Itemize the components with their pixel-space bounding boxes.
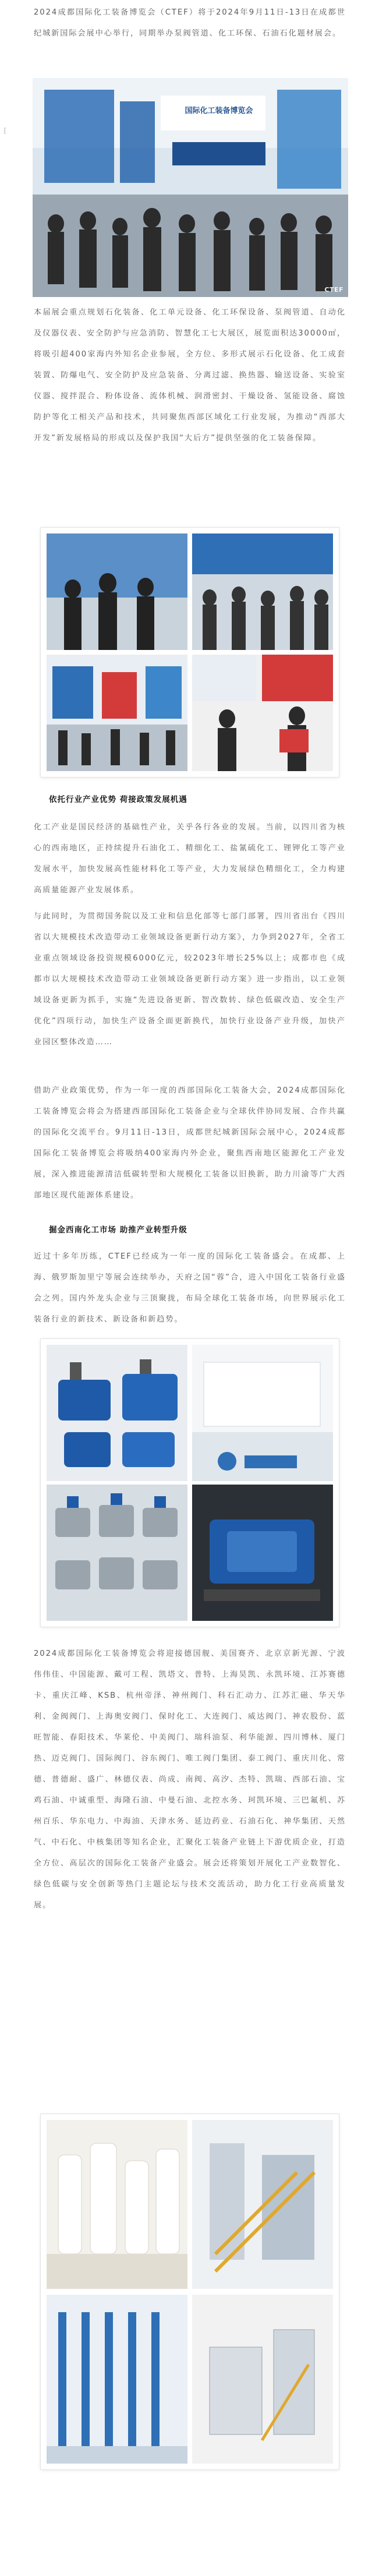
exhibitors-paragraph: 2024成都国际化工装备博览会将迎接德国舰、美国赛齐、北京京新光源、宁波伟伟佳、中国能源、戴可工程、凯塔文、普特、上海昊凯、永凯环境、江苏赛德卡、重庆江峰、KSB、杭州帝泽、神州阀门、科石汇动力、江苏汇磁、华天华利、金阀阀门、上海奥安阀门、保时化工、大连阀门、威达阀门、神农股份、蓝旺智能、春阳技术、华莱伦、中美阀门、瑞科油泵、利华能源、四川博林、厦门热、迈克阀门、国际阀门、谷东阀门、唯工阀门集团、泰工阀门、重庆川化、常德、普德耐、盛广、林德仪表、尚成、南阀、高汐、杰特、凯瑞、西部石油、宝鸡石油、中诚重型、海隆石油、中曼石油、北控水务、珂凯环境、三巴氟机、苏州百乐、华东电力、中海油、天津水务、延边药业、石油石化、神华集团、天然气、中石化、中核集团等知名企业，汇聚化工装备产业链上下游优质企业，打造全方位、高层次的国际化工装备产业盛会。展会还将策划开展化工产业数智化、绿色低碳与安全创新等热门主题论坛与技术交流活动，助力化工行业高质量发展。 [34, 1649, 346, 1910]
exhibition-scope-paragraph: 本届展会重点规划石化装备、化工单元设备、化工环保设备、泵阀管道、自动化及仪器仪表、安全防护与应急消防、智慧化工七大展区，展览面积达30000㎡，将吸引超400家海内外知名企业参展，全方位、多形式展示石化设备、化工成套装置、防爆电气、安全防护及应急装备、分离过滤、换热器、输送设备、实验室仪器、搅拌混合、粉体设备、流体机械、润滑密封、干燥设备、氢能设备、腐蚀防护等化工相关产品和技术，共同聚焦西部区域化工行业发展，为推动“西部大开发”新发展格局的形成以及保护我国“大后方”提供坚强的化工装备保障。 [34, 308, 346, 443]
photo-panel-1 [41, 528, 339, 777]
panel2-compressor-photo [192, 1485, 333, 1621]
panel2-vacuum-pumps-photo [47, 1345, 187, 1481]
panel1-booth-photo [192, 655, 333, 771]
machinery-illustration [192, 2295, 333, 2464]
panel3-stairs-photo [192, 2120, 333, 2289]
edge-bracket-mark: ⟦ [3, 127, 7, 135]
hall-illustration [47, 655, 187, 771]
compressor-illustration [192, 1485, 333, 1621]
intro-paragraph: 2024成都国际化工装备博览会（CTEF）将于2024年9月11日-13日在成都世纪城新国际会展中心举行，同期举办泵阀管道、化工环保、石油石化题材展会。 [34, 8, 346, 38]
market-paragraph: 近过十多年历练，CTEF已经成为一年一度的国际化工装备盛会。在成都、上海、俄罗斯加里宁等展会连续举办，天府之国“蓉”合，进入中国化工装备行业盛会之列。国内外龙头企业与三顶聚拢，布局全球化工装备市场，向世界展示化工装备行业的新技术、新设备和新趋势。 [34, 1252, 346, 1324]
stairs-illustration [192, 2120, 333, 2289]
panel1-visitors-photo [47, 533, 187, 650]
ctef-watermark: CTEF [324, 286, 343, 294]
policy-paragraph: 与此同时，为贯彻国务院以及工业和信息化部等七部门部署，四川省出台《四川省以大规模技术改造带动工业领域设备更新行动方案》，力争到2027年，全省工业重点领域设备投资规模6000亿元，较2023年增长25%以上；成都市也《成都市以大规模技术改造带动工业领域设备更新行动方案》进一步指出，以工业领域设备更新为抓手，实施“先进设备更新、智改数转、绿色低碳改造、安全生产优化”四项行动，加快生产设备全面更新换代，加快行业设备产业升级，加快产业园区整体改造…… [34, 912, 346, 1047]
panel1-crowd-photo [192, 533, 333, 650]
photo-panel-2 [41, 1339, 339, 1627]
exhibitor-booth-illustration [192, 1345, 333, 1481]
visitor-crowd [48, 208, 332, 291]
section-heading-industry: 依托行业产业优势 荷接政策发展机遇 [49, 795, 187, 804]
pipes-illustration [47, 2295, 187, 2464]
valves-illustration [47, 1485, 187, 1621]
panel2-booth-photo [192, 1345, 333, 1481]
platform-paragraph: 借助产业政策优势，作为一年一度的西部国际化工装备大会，2024成都国际化工装备博览会将会为搭建西部国际化工装备企业与全球伙伴协同发展、合作共赢的国际化交流平台。9月11日-13日，成都世纪城新国际会展中心，2024成都国际化工装备博览会将吸纳400家海内外企业，聚焦西南地区能源化工产业发展，深入推进能源清洁低碳转型和大规模化工装备以旧换新，助力川渝等广大西部地区现代能源体系建设。 [34, 1086, 346, 1200]
photo-panel-3 [41, 2114, 339, 2469]
top-expo-hall-photo [33, 78, 348, 297]
visitors-illustration [47, 533, 187, 650]
panel3-machinery-photo [192, 2295, 333, 2464]
panel2-valves-photo [47, 1485, 187, 1621]
booth-illustration [192, 655, 333, 771]
section-heading-market: 掘金西南化工市场 助推产业转型升级 [49, 1225, 187, 1235]
tanks-illustration [47, 2120, 187, 2289]
panel1-hall-photo [47, 655, 187, 771]
vacuum-pumps-illustration [47, 1345, 187, 1481]
crowd-illustration [192, 533, 333, 650]
panel3-tanks-photo [47, 2120, 187, 2289]
hall-sign-text: 国际化工装备博览会 [185, 107, 253, 115]
industry-paragraph: 化工产业是国民经济的基础性产业，关乎各行各业的发展。当前，以四川省为核心的西南地区，正持续提升石油化工、精细化工、盐氰硫化工、锂钾化工等产业发展水平，加快发展高性能材料化工等产业，大力发展绿色精细化工，全力构建高质量能源产业发展体系。 [34, 823, 346, 895]
panel3-pipes-photo [47, 2295, 187, 2464]
